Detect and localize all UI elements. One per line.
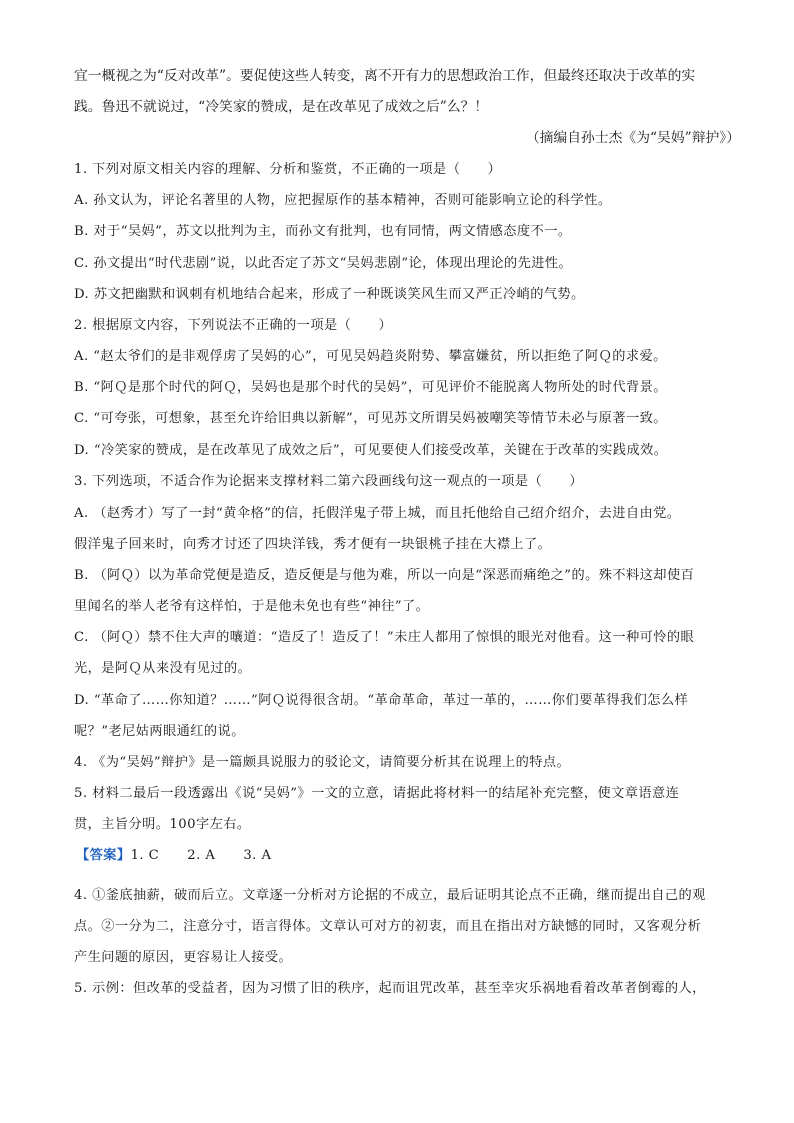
question-2-option-b: B. “阿Ｑ是那个时代的阿Ｑ，吴妈也是那个时代的吴妈”，可见评价不能脱离人物所处的时代背景。 bbox=[74, 380, 667, 395]
question-2-option-a: A. “赵太爷们的是非观俘虏了吴妈的心”，可见吴妈趋炎附势、攀富嫌贫，所以拒绝了阿Ｑ的求爱。 bbox=[74, 349, 667, 364]
question-1-option-c: C. 孙文提出“时代悲剧”说，以此否定了苏文“吴妈悲剧”论，体现出理论的先进性。 bbox=[74, 256, 573, 271]
answer-2: 2. A bbox=[187, 848, 216, 863]
question-2-stem: 2. 根据原文内容，下列说法不正确的一项是（ ） bbox=[74, 318, 393, 333]
question-3-option-a-line-1: A. （赵秀才）写了一封“黄伞格”的信，托假洋鬼子带上城，而且托他给自己绍介绍介，去进自由党。 bbox=[74, 506, 681, 521]
answer-label: 【答案】 bbox=[76, 848, 131, 863]
question-3-option-b-line-1: B. （阿Ｑ）以为革命党便是造反，造反便是与他为难，所以一向是“深恶而痛绝之”的。殊不料这却使百 bbox=[74, 568, 695, 583]
question-1-option-b: B. 对于“吴妈”，苏文以批判为主，而孙文有批判，也有同情，两文情感态度不一。 bbox=[74, 224, 572, 239]
passage-line-2: 践。鲁迅不就说过，“冷笑家的赞成，是在改革见了成效之后”么？！ bbox=[74, 99, 489, 115]
question-3-option-c-line-1: C. （阿Ｑ）禁不住大声的嚷道：“造反了！造反了！”未庄人都用了惊惧的眼光对他看。这一种可怜的眼 bbox=[74, 630, 695, 645]
question-1-option-d: D. 苏文把幽默和讽刺有机地结合起来，形成了一种既谈笑风生而又严正冷峭的气势。 bbox=[74, 287, 585, 302]
question-3-option-b-line-2: 里闻名的举人老爷有这样怕，于是他未免也有些“神往”了。 bbox=[74, 599, 430, 614]
answer-4-line-1: 4. ①釜底抽薪，破而后立。文章逐一分析对方论据的不成立，最后证明其论点不正确，继而提出自己的观 bbox=[74, 888, 706, 903]
passage-line-1: 宜一概视之为“反对改革”。要促使这些人转变，离不开有力的思想政治工作，但最终还取决于改革的实 bbox=[74, 68, 696, 84]
question-3-option-d-line-2: 呢？”老尼姑两眼通红的说。 bbox=[74, 724, 245, 739]
question-2-option-d: D. “冷笑家的赞成，是在改革见了成效之后”，可见要使人们接受改革，关键在于改革的实践成效。 bbox=[74, 443, 668, 458]
answer-4-line-3: 产生问题的原因，更容易让人接受。 bbox=[74, 950, 293, 965]
question-3-option-d-line-1: D. “革命了……你知道？……”阿Ｑ说得很含胡。“革命革命，革过一革的，……你们要革得我们怎么样 bbox=[74, 693, 689, 708]
question-1-stem: 1. 下列对原文相关内容的理解、分析和鉴赏，不正确的一项是（ ） bbox=[74, 162, 502, 177]
question-3-option-c-line-2: 光，是阿Ｑ从来没有见过的。 bbox=[74, 661, 252, 676]
question-1-option-a: A. 孙文认为，评论名著里的人物，应把握原作的基本精神，否则可能影响立论的科学性。 bbox=[74, 193, 612, 208]
question-3-stem: 3. 下列选项，不适合作为论据来支撑材料二第六段画线句这一观点的一项是（ ） bbox=[74, 474, 584, 489]
question-2-option-c: C. “可夸张，可想象，甚至允许给旧典以新解”，可见苏文所谓吴妈被嘲笑等情节未必与原著一致。 bbox=[74, 411, 667, 426]
answer-3: 3. A bbox=[243, 848, 272, 863]
answer-1: 1. C bbox=[130, 848, 160, 863]
question-5-stem-line-2: 贯，主旨分明。100字左右。 bbox=[74, 817, 251, 832]
answer-5-line-1: 5. 示例：但改革的受益者，因为习惯了旧的秩序，起而诅咒改革，甚至幸灾乐祸地看着改革者倒霉的人， bbox=[74, 981, 706, 996]
answer-row bbox=[76, 846, 740, 866]
question-3-option-a-line-2: 假洋鬼子回来时，向秀才讨还了四块洋钱，秀才便有一块银桃子挂在大襟上了。 bbox=[74, 537, 552, 552]
answer-4-line-2: 点。②一分为二，注意分寸，语言得体。文章认可对方的初衷，而且在指出对方缺憾的同时，又客观分析 bbox=[74, 919, 702, 934]
question-5-stem-line-1: 5. 材料二最后一段透露出《说“吴妈”》一文的立意，请据此将材料一的结尾补充完整，使文章语意连 bbox=[74, 786, 680, 801]
source-citation: （摘编自孙士杰《为“吴妈”辩护》） bbox=[525, 130, 740, 146]
question-4-stem: 4. 《为“吴妈”辩护》是一篇颇具说服力的驳论文，请简要分析其在说理上的特点。 bbox=[74, 755, 571, 770]
